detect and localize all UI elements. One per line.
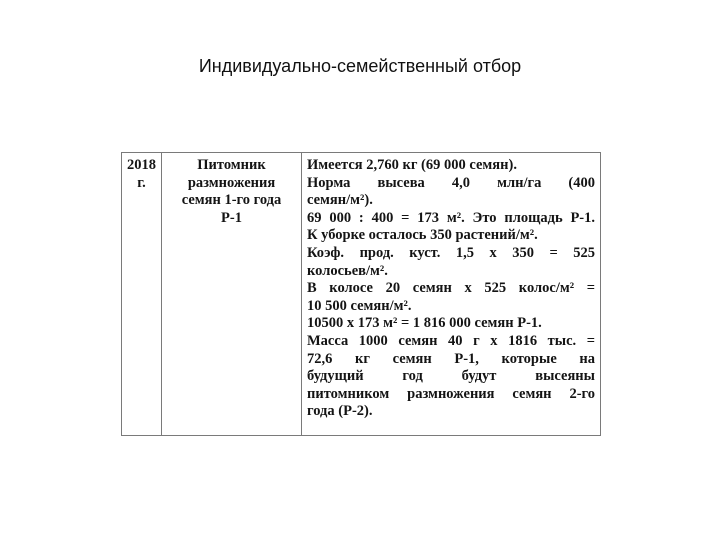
page-title: Индивидуально-семейственный отбор	[198, 56, 522, 76]
calc-line: года (Р-2).	[307, 403, 373, 420]
calc-line: будущий год будут высеяны	[307, 368, 595, 385]
table-row	[122, 153, 601, 436]
calc-line: К уборке осталось 350 растений/м².	[307, 227, 538, 244]
calc-line: 10500 х 173 м² = 1 816 000 семян Р-1.	[307, 315, 542, 332]
stage-line: Питомник	[197, 157, 266, 173]
calc-line: семян/м²).	[307, 192, 373, 209]
nursery-stage-cell	[162, 153, 302, 436]
calc-line: Коэф. прод. куст. 1,5 х 350 = 525	[307, 244, 595, 261]
calc-line: Масса 1000 семян 40 г х 1816 тыс. =	[307, 332, 595, 349]
year-cell	[122, 153, 162, 436]
seed-table	[121, 152, 601, 436]
year-line: г.	[137, 174, 146, 191]
calc-line: Имеется 2,760 кг (69 000 семян).	[307, 157, 517, 173]
stage-line: Р-1	[221, 209, 242, 226]
stage-line: размножения	[187, 174, 276, 191]
calculation-cell	[302, 153, 601, 436]
calc-line: В колосе 20 семян х 525 колос/м² =	[307, 280, 595, 297]
calc-line: 69 000 : 400 = 173 м². Это площадь Р-1.	[307, 209, 595, 226]
calc-line: питомником размножения семян 2-го	[307, 385, 595, 402]
calc-line: 72,6 кг семян Р-1, которые на	[307, 350, 595, 367]
calc-line: колосьев/м².	[307, 262, 388, 279]
year-line: 2018	[127, 157, 156, 173]
calc-line: 10 500 семян/м².	[307, 297, 412, 314]
calc-line: Норма высева 4,0 млн/га (400	[307, 174, 595, 191]
stage-line: семян 1-го года	[181, 192, 282, 209]
